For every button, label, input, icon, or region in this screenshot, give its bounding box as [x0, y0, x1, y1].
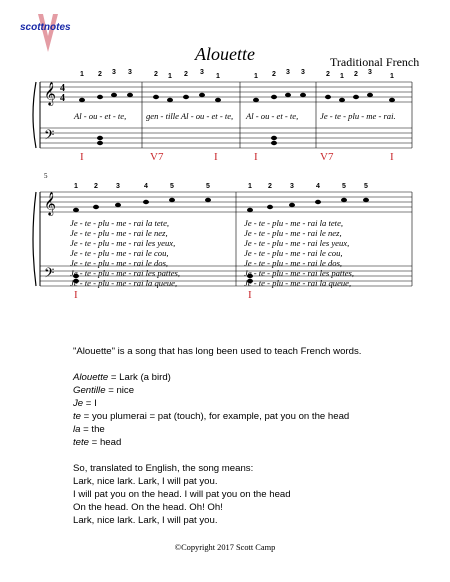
- intro-paragraph: "Alouette" is a song that has long been used to teach French words.: [73, 346, 362, 357]
- translation-line: On the head. On the head. Oh! Oh!: [73, 502, 223, 513]
- svg-text:I: I: [214, 151, 218, 163]
- bass-clef-icon: 𝄢: [44, 129, 55, 146]
- translation-line: Lark, nice lark. Lark, I will pat you.: [73, 476, 218, 487]
- svg-text:Je - te - plu - me - rai la: Je - te - plu - me - rai la queue,: [244, 278, 352, 288]
- system-1-chords: [80, 151, 394, 163]
- translation-line: Lark, nice lark. Lark, I will pat you.: [73, 515, 218, 526]
- svg-text:Je - te - plu - me - rai.: Je - te - plu - me - rai.: [320, 111, 396, 121]
- system-2-fingering: [74, 183, 368, 190]
- svg-text:3: 3: [112, 69, 116, 76]
- svg-text:1: 1: [216, 73, 220, 80]
- svg-text:V7: V7: [320, 151, 334, 163]
- svg-text:2: 2: [94, 183, 98, 190]
- vocab-line: Je = I: [73, 398, 97, 409]
- svg-text:3: 3: [116, 183, 120, 190]
- svg-text:2: 2: [326, 71, 330, 78]
- svg-text:5: 5: [342, 183, 346, 190]
- svg-text:Je - te - plu - me - rai les: Je - te - plu - me - rai les pattes,: [70, 268, 181, 278]
- explanation-text: [73, 345, 433, 527]
- time-signature-top: 4: [60, 83, 65, 94]
- page-title: Alouette: [195, 44, 255, 64]
- svg-text:3: 3: [368, 69, 372, 76]
- system-1-lyrics: [73, 111, 396, 121]
- svg-text:2: 2: [154, 71, 158, 78]
- svg-text:Je - te - plu - me - rai le: Je - te - plu - me - rai le nez,: [70, 228, 168, 238]
- svg-text:V7: V7: [150, 151, 164, 163]
- svg-text:1: 1: [248, 183, 252, 190]
- svg-text:Al - ou - et - te,: Al - ou - et - te,: [74, 111, 127, 121]
- svg-text:3: 3: [128, 69, 132, 76]
- bass-clef-icon-2: 𝄢: [44, 267, 55, 284]
- svg-text:Je - te - plu - me - rai la: Je - te - plu - me - rai la queue,: [70, 278, 178, 288]
- svg-text:1: 1: [168, 73, 172, 80]
- svg-text:Je - te - plu - me - rai la: Je - te - plu - me - rai la tete,: [244, 218, 344, 228]
- composer-credit: Traditional French: [330, 55, 420, 69]
- svg-text:1: 1: [80, 71, 84, 78]
- vocab-line: Alouette = Lark (a bird): [73, 372, 171, 383]
- system-2-lyrics: [70, 218, 354, 288]
- svg-text:Je - te - plu - me - rai le: Je - te - plu - me - rai le cou,: [244, 248, 343, 258]
- svg-text:Je - te - plu - me - rai le: Je - te - plu - me - rai le dos,: [70, 258, 169, 268]
- svg-text:2: 2: [184, 71, 188, 78]
- svg-text:1: 1: [340, 73, 344, 80]
- svg-text:2: 2: [268, 183, 272, 190]
- svg-text:Je - te - plu - me - rai la: Je - te - plu - me - rai la tete,: [70, 218, 170, 228]
- treble-clef-icon: 𝄞: [44, 83, 56, 105]
- svg-text:3: 3: [301, 69, 305, 76]
- logo-text: scottnotes: [20, 22, 71, 33]
- measure-number: 5: [44, 172, 48, 180]
- vocab-line: la = the: [73, 424, 105, 435]
- svg-text:I: I: [80, 151, 84, 163]
- system-1-fingering: [80, 69, 394, 80]
- svg-text:4: 4: [144, 183, 148, 190]
- treble-clef-icon-2: 𝄞: [44, 193, 56, 215]
- svg-text:3: 3: [200, 69, 204, 76]
- svg-text:Je - te - plu - me - rai les: Je - te - plu - me - rai les yeux,: [70, 238, 176, 248]
- svg-text:gen - tille Al - ou - et - te: gen - tille Al - ou - et - te,: [146, 111, 234, 121]
- svg-text:5: 5: [170, 183, 174, 190]
- system-2-chords: [74, 289, 252, 300]
- svg-text:2: 2: [98, 71, 102, 78]
- copyright-notice: ©Copyright 2017 Scott Camp: [174, 543, 276, 552]
- translation-intro: So, translated to English, the song means:: [73, 463, 254, 474]
- svg-text:1: 1: [254, 73, 258, 80]
- svg-text:I: I: [248, 289, 252, 300]
- vocab-line: Gentille = nice: [73, 385, 135, 396]
- translation-line: I will pat you on the head. I will pat you on the head: [73, 489, 291, 500]
- svg-text:Je - te - plu - me - rai les: Je - te - plu - me - rai les yeux,: [244, 238, 350, 248]
- svg-text:5: 5: [206, 183, 210, 190]
- svg-text:5: 5: [364, 183, 368, 190]
- svg-text:4: 4: [316, 183, 320, 190]
- svg-text:I: I: [74, 289, 78, 300]
- svg-text:1: 1: [390, 73, 394, 80]
- vocab-line: te = you plumerai = pat (touch), for example, pat you on the head: [73, 411, 350, 422]
- svg-text:3: 3: [286, 69, 290, 76]
- svg-text:2: 2: [272, 71, 276, 78]
- svg-text:I: I: [390, 151, 394, 163]
- svg-text:Je - te - plu - me - rai le: Je - te - plu - me - rai le nez,: [244, 228, 342, 238]
- svg-text:I: I: [254, 151, 258, 163]
- svg-text:1: 1: [74, 183, 78, 190]
- svg-text:3: 3: [290, 183, 294, 190]
- vocab-line: tete = head: [73, 437, 122, 448]
- time-signature-bottom: 4: [60, 93, 65, 104]
- svg-text:Je - te - plu - me - rai le: Je - te - plu - me - rai le cou,: [70, 248, 169, 258]
- svg-text:Al - ou - et - te,: Al - ou - et - te,: [246, 111, 299, 121]
- svg-text:Je - te - plu - me - rai le: Je - te - plu - me - rai le dos,: [244, 258, 343, 268]
- svg-text:2: 2: [354, 71, 358, 78]
- svg-text:Je - te - plu - me - rai les: Je - te - plu - me - rai les pattes,: [244, 268, 355, 278]
